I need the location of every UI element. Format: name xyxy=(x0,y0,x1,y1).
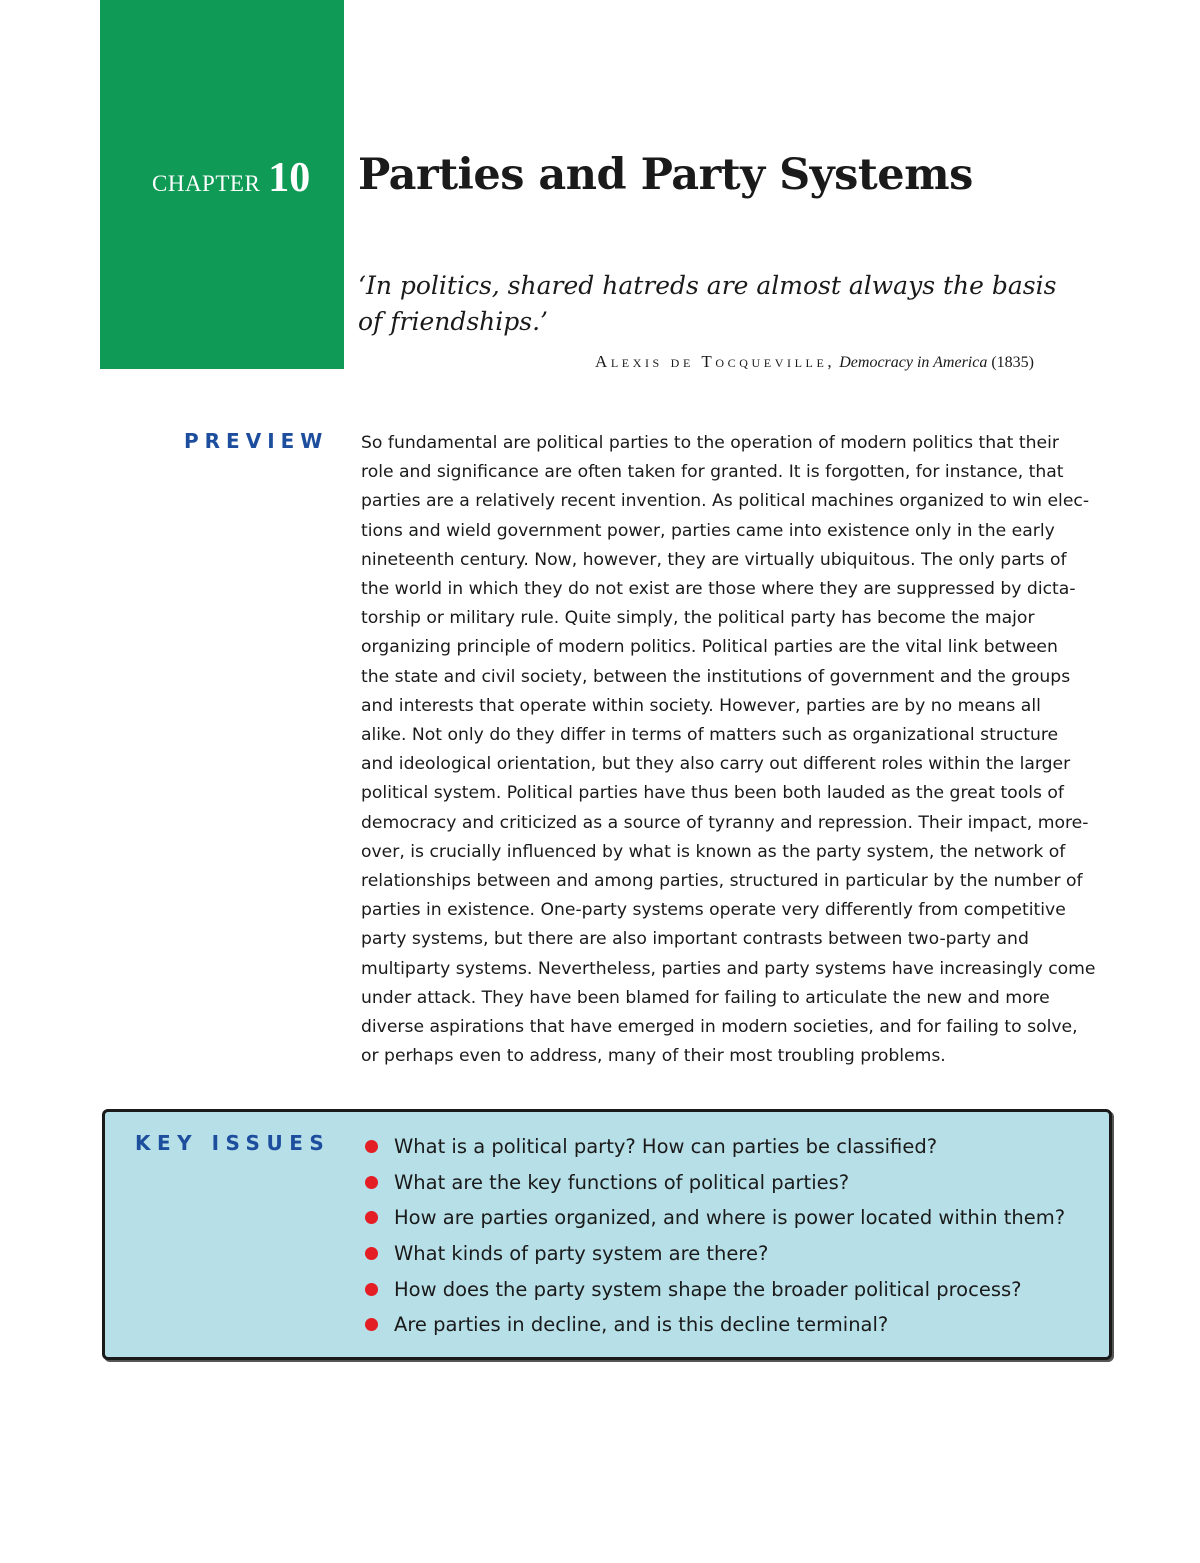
preview-line: role and significance are often taken for granted. It is forgotten, for instance, that xyxy=(361,462,1064,483)
chapter-heading xyxy=(152,154,310,202)
key-issue-text: What are the key functions of political parties? xyxy=(394,1170,850,1194)
epigraph-author: Alexis de Tocqueville, xyxy=(594,352,836,371)
epigraph-year: (1835) xyxy=(991,354,1034,371)
preview-line: democracy and criticized as a source of tyranny and repression. Their impact, more- xyxy=(361,812,1089,833)
preview-line: the world in which they do not exist are those where they are suppressed by dicta- xyxy=(361,579,1076,600)
preview-line: or perhaps even to address, many of their most troubling problems. xyxy=(361,1046,946,1067)
preview-line: under attack. They have been blamed for failing to articulate the new and more xyxy=(361,987,1050,1008)
preview-line: relationships between and among parties, structured in particular by the number of xyxy=(361,871,1083,892)
key-issue-text: How are parties organized, and where is power located within them? xyxy=(394,1206,1066,1230)
preview-line: parties in existence. One-party systems operate very differently from competitive xyxy=(361,900,1066,921)
preview-line: over, is crucially influenced by what is known as the party system, the network of xyxy=(361,841,1066,862)
preview-line: multiparty systems. Nevertheless, parties and party systems have increasingly come xyxy=(361,958,1096,979)
preview-line: and interests that operate within society. However, parties are by no means all xyxy=(361,695,1041,716)
epigraph-work: Democracy in America xyxy=(839,354,988,371)
chapter-label: CHAPTER xyxy=(152,171,261,196)
key-issues-label: KEY ISSUES xyxy=(135,1131,331,1155)
chapter-title: Parties and Party Systems xyxy=(358,150,973,200)
preview-line: the state and civil society, between the institutions of government and the groups xyxy=(361,666,1071,687)
preview-line: organizing principle of modern politics. Political parties are the vital link between xyxy=(361,637,1058,658)
chapter-number: 10 xyxy=(268,155,311,201)
preview-line: So fundamental are political parties to the operation of modern politics that their xyxy=(361,433,1059,453)
preview-text xyxy=(361,429,1121,1071)
key-issue-item xyxy=(365,1236,1065,1272)
preview-label: PREVIEW xyxy=(184,429,329,453)
key-issues-list xyxy=(365,1129,1065,1343)
key-issue-text: Are parties in decline, and is this decline terminal? xyxy=(394,1313,889,1337)
red-dot-icon xyxy=(365,1247,378,1260)
red-dot-icon xyxy=(365,1318,378,1331)
preview-line: nineteenth century. Now, however, they are virtually ubiquitous. The only parts of xyxy=(361,549,1067,570)
preview-line: tions and wield government power, parties came into existence only in the early xyxy=(361,520,1055,541)
red-dot-icon xyxy=(365,1140,378,1153)
key-issue-item xyxy=(365,1307,1065,1343)
preview-line: party systems, but there are also important contrasts between two-party and xyxy=(361,929,1029,950)
preview-line: diverse aspirations that have emerged in modern societies, and for failing to solve, xyxy=(361,1017,1078,1038)
preview-line: parties are a relatively recent invention. As political machines organized to win elec- xyxy=(361,491,1090,512)
preview-line: political system. Political parties have thus been both lauded as the great tools of xyxy=(361,783,1064,804)
red-dot-icon xyxy=(365,1176,378,1189)
key-issue-item xyxy=(365,1129,1065,1165)
key-issue-text: What is a political party? How can parties be classified? xyxy=(394,1135,938,1159)
key-issue-item xyxy=(365,1165,1065,1201)
red-dot-icon xyxy=(365,1283,378,1296)
key-issue-text: What kinds of party system are there? xyxy=(394,1242,769,1266)
key-issue-item xyxy=(365,1200,1065,1236)
key-issue-item xyxy=(365,1271,1065,1307)
epigraph-quote: ‘In politics, shared hatreds are almost always the basis of friendships.’ xyxy=(358,271,1057,336)
red-dot-icon xyxy=(365,1211,378,1224)
preview-line: alike. Not only do they differ in terms of matters such as organizational structure xyxy=(361,725,1059,746)
key-issue-text: How does the party system shape the broader political process? xyxy=(394,1277,1022,1301)
preview-line: torship or military rule. Quite simply, the political party has become the major xyxy=(361,608,1035,629)
key-issues-box xyxy=(102,1109,1112,1360)
epigraph-attribution xyxy=(358,352,1034,372)
preview-line: and ideological orientation, but they also carry out different roles within the larger xyxy=(361,754,1071,775)
